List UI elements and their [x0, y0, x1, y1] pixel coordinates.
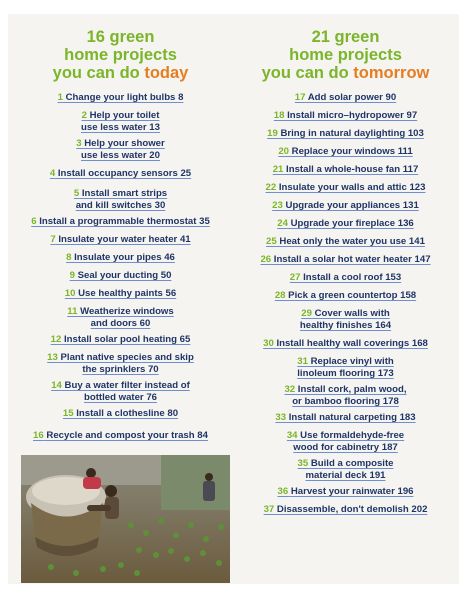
right-heading [239, 28, 452, 84]
right-column [239, 14, 452, 515]
left-project-link[interactable]: 5 Install smart strips [73, 188, 168, 199]
left-project-link[interactable]: 3 Help your shower [76, 138, 165, 149]
project-number: 6 [31, 216, 37, 227]
project-number: 13 [47, 352, 58, 363]
project-number: 18 [273, 110, 285, 121]
left-project-link[interactable]: 13 Plant native species and skip [47, 352, 194, 363]
left-project-item[interactable] [8, 334, 233, 346]
project-number: 4 [49, 168, 56, 179]
right-project-item[interactable] [239, 412, 452, 424]
project-number: 33 [275, 412, 287, 423]
left-project-item[interactable] [8, 288, 233, 300]
left-project-link[interactable]: 16 Recycle and compost your trash 84 [33, 430, 208, 441]
right-project-link[interactable]: 22 Insulate your walls and attic 123 [265, 182, 426, 193]
project-number: 5 [73, 188, 80, 199]
right-heading-highlight: tomorrow [353, 64, 430, 82]
left-project-link[interactable]: 9 Seal your ducting 50 [69, 270, 172, 281]
right-heading-line2: home projects [289, 46, 402, 64]
left-project-item[interactable] [8, 168, 233, 180]
right-project-link-cont[interactable]: linoleum flooring 173 [297, 368, 394, 379]
project-number: 25 [266, 236, 277, 247]
left-project-link[interactable]: 10 Use healthy paints 56 [64, 288, 177, 299]
project-number: 37 [263, 504, 275, 515]
right-project-link[interactable]: 29 Cover walls with [301, 308, 390, 319]
right-project-link[interactable]: 21 Install a whole-house fan 117 [272, 164, 419, 175]
left-project-item[interactable] [8, 234, 233, 246]
left-project-item[interactable] [8, 110, 233, 134]
right-project-item[interactable] [239, 338, 452, 350]
project-number: 2 [81, 110, 87, 121]
right-project-item[interactable] [239, 182, 452, 194]
right-project-item[interactable] [239, 486, 452, 498]
project-number: 17 [294, 92, 306, 103]
left-project-link[interactable]: 14 Buy a water filter instead of [51, 380, 190, 391]
right-project-link[interactable]: 35 Build a composite [297, 458, 394, 469]
project-number: 20 [278, 146, 289, 157]
left-project-link[interactable]: 12 Install solar pool heating 65 [50, 334, 191, 345]
project-number: 32 [284, 384, 296, 395]
contents-page [8, 14, 459, 584]
left-project-item[interactable] [8, 352, 233, 376]
right-project-link[interactable]: 26 Install a solar hot water heater 147 [260, 254, 431, 265]
project-number: 19 [267, 128, 278, 139]
left-heading-highlight: today [144, 64, 189, 82]
right-heading-line1: 21 green [311, 28, 380, 46]
project-number: 11 [67, 306, 78, 317]
left-heading-line1: 16 green [86, 28, 155, 46]
project-number: 35 [297, 458, 309, 469]
project-number: 31 [297, 356, 308, 367]
right-project-link[interactable]: 25 Heat only the water you use 141 [266, 236, 425, 247]
left-heading-line2: home projects [64, 46, 177, 64]
left-project-item[interactable] [8, 306, 233, 330]
right-project-item[interactable] [239, 146, 452, 158]
left-project-item[interactable] [8, 430, 233, 442]
project-number: 22 [265, 182, 277, 193]
project-number: 21 [272, 164, 284, 175]
left-project-link[interactable]: 11 Weatherize windows [67, 306, 174, 317]
right-project-link[interactable]: 20 Replace your windows 111 [278, 146, 413, 157]
right-heading-line3-text: you can do [261, 64, 354, 82]
right-project-link[interactable]: 17 Add solar power 90 [294, 92, 397, 103]
left-project-link-cont[interactable]: and doors 60 [90, 318, 151, 329]
left-project-item[interactable] [8, 216, 233, 228]
project-number: 15 [62, 408, 74, 419]
left-project-item[interactable] [8, 188, 233, 212]
right-project-link[interactable]: 37 Disassemble, don't demolish 202 [263, 504, 428, 515]
right-project-link-cont[interactable]: or bamboo flooring 178 [292, 396, 399, 407]
right-project-link-cont[interactable]: material deck 191 [305, 470, 386, 481]
project-number: 12 [50, 334, 62, 345]
right-project-link[interactable]: 18 Install micro–hydropower 97 [273, 110, 418, 121]
project-number: 3 [76, 138, 82, 149]
left-project-item[interactable] [8, 380, 233, 404]
project-number: 30 [263, 338, 274, 349]
right-project-link[interactable]: 23 Upgrade your appliances 131 [272, 200, 419, 211]
right-project-item[interactable] [239, 458, 452, 482]
garden-photo [21, 455, 230, 583]
project-number: 28 [274, 290, 286, 301]
project-number: 26 [260, 254, 272, 265]
garden-photo-image [21, 455, 230, 583]
left-project-link[interactable]: 4 Install occupancy sensors 25 [49, 168, 192, 179]
project-number: 9 [69, 270, 75, 281]
left-heading [8, 28, 233, 84]
left-project-item[interactable] [8, 92, 233, 104]
right-heading-line3 [239, 64, 452, 82]
project-number: 36 [277, 486, 289, 497]
left-project-link-cont[interactable]: the sprinklers 70 [82, 364, 159, 375]
left-project-item[interactable] [8, 270, 233, 282]
right-project-item[interactable] [239, 200, 452, 212]
right-project-item[interactable] [239, 290, 452, 302]
right-project-item[interactable] [239, 164, 452, 176]
project-number: 34 [286, 430, 298, 441]
left-heading-line3 [8, 64, 233, 82]
project-number: 16 [33, 430, 44, 441]
right-project-item[interactable] [239, 110, 452, 122]
right-project-link[interactable]: 19 Bring in natural daylighting 103 [267, 128, 424, 139]
right-project-item[interactable] [239, 254, 452, 266]
left-project-link[interactable]: 8 Insulate your pipes 46 [66, 252, 175, 263]
right-project-link-cont[interactable]: healthy finishes 164 [299, 320, 392, 331]
left-project-item[interactable] [8, 408, 233, 420]
right-project-item[interactable] [239, 236, 452, 248]
left-project-link-cont[interactable]: and kill switches 30 [75, 200, 166, 211]
project-number: 29 [301, 308, 312, 319]
right-project-item[interactable] [239, 92, 452, 104]
left-project-link[interactable]: 7 Insulate your water heater 41 [50, 234, 191, 245]
right-project-item[interactable] [239, 430, 452, 454]
right-project-item[interactable] [239, 218, 452, 230]
left-project-item[interactable] [8, 138, 233, 162]
project-number: 10 [64, 288, 76, 299]
right-project-link[interactable]: 28 Pick a green countertop 158 [274, 290, 417, 301]
project-number: 1 [57, 92, 63, 103]
right-project-link[interactable]: 24 Upgrade your fireplace 136 [277, 218, 414, 229]
left-project-item[interactable] [8, 252, 233, 264]
project-number: 8 [66, 252, 72, 263]
left-project-link-cont[interactable]: use less water 20 [81, 150, 160, 161]
left-project-link[interactable]: 1 Change your light bulbs 8 [57, 92, 184, 103]
project-number: 24 [277, 218, 288, 229]
right-project-item[interactable] [239, 272, 452, 284]
project-number: 7 [50, 234, 56, 245]
right-project-link[interactable]: 31 Replace vinyl with [297, 356, 394, 367]
left-heading-line3-text: you can do [52, 64, 145, 82]
right-project-link[interactable]: 33 Install natural carpeting 183 [275, 412, 416, 423]
left-project-link-cont[interactable]: bottled water 76 [83, 392, 158, 403]
left-project-link[interactable]: 2 Help your toilet [81, 110, 160, 121]
left-column [8, 14, 233, 441]
left-project-link[interactable]: 6 Install a programmable thermostat 35 [31, 216, 210, 227]
left-project-link[interactable]: 15 Install a clothesline 80 [62, 408, 179, 419]
right-project-item[interactable] [239, 384, 452, 408]
project-number: 14 [51, 380, 62, 391]
right-project-link-cont[interactable]: wood for cabinetry 187 [293, 442, 398, 453]
right-project-link[interactable]: 30 Install healthy wall coverings 168 [263, 338, 428, 349]
right-project-link[interactable]: 32 Install cork, palm wood, [284, 384, 407, 395]
right-project-item[interactable] [239, 356, 452, 380]
right-project-item[interactable] [239, 128, 452, 140]
project-number: 27 [289, 272, 301, 283]
right-project-item[interactable] [239, 504, 452, 516]
right-project-link[interactable]: 36 Harvest your rainwater 196 [277, 486, 414, 497]
right-project-link[interactable]: 34 Use formaldehyde-free [286, 430, 405, 441]
right-project-link[interactable]: 27 Install a cool roof 153 [289, 272, 402, 283]
project-number: 23 [272, 200, 283, 211]
left-project-link-cont[interactable]: use less water 13 [81, 122, 160, 133]
right-project-item[interactable] [239, 308, 452, 332]
